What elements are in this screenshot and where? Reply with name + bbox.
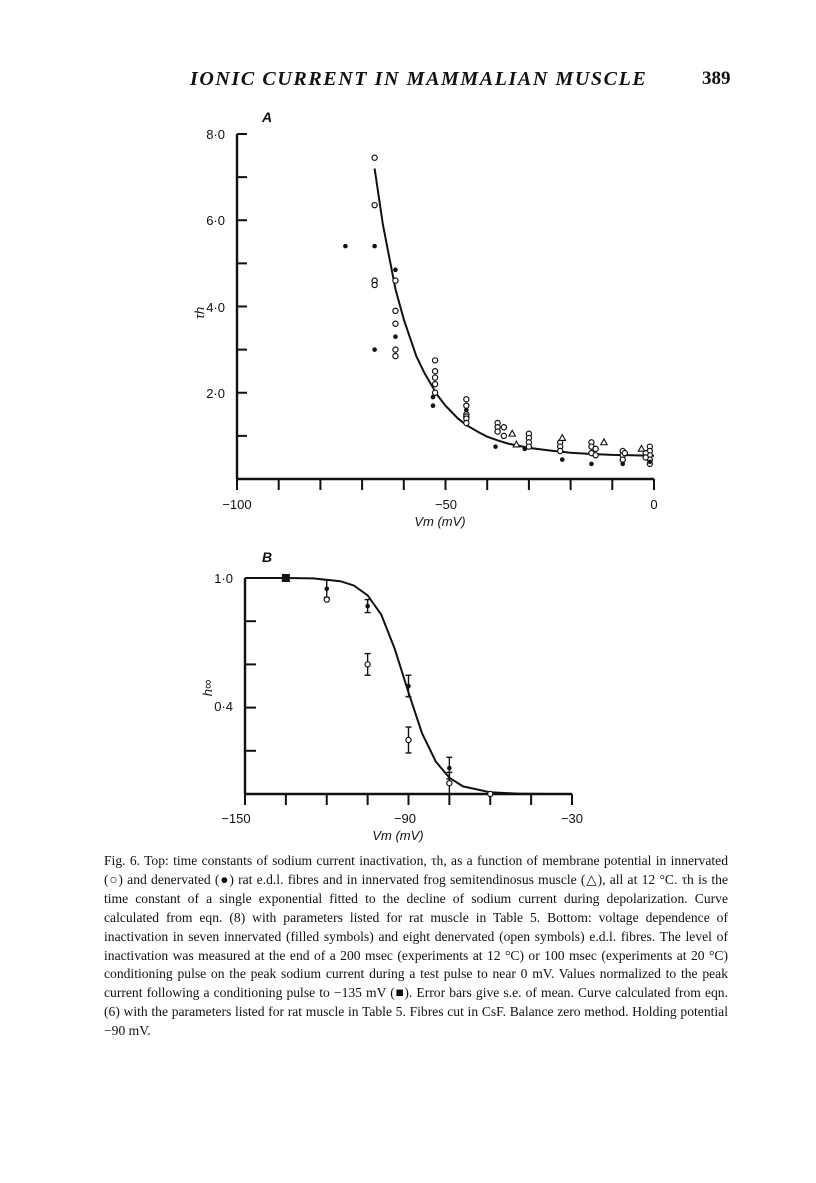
panel-b-xtick-m30: −30 <box>560 811 584 826</box>
panel-a-point-open-circle <box>432 369 437 374</box>
panel-b-point-open-circle <box>406 737 411 742</box>
panel-b-ytick-04: 0·4 <box>214 699 233 714</box>
panel-b-point-filled-circle <box>324 587 329 592</box>
panel-a-point-open-circle <box>620 457 625 462</box>
panel-b-point-open-circle <box>324 597 329 602</box>
panel-a-point-open-circle <box>495 429 500 434</box>
panel-a-point-open-circle <box>393 353 398 358</box>
panel-a-point-open-circle <box>393 321 398 326</box>
panel-b-label: B <box>262 549 273 565</box>
panel-a-point-open-circle <box>393 278 398 283</box>
panel-b-point-open-circle <box>365 662 370 667</box>
panel-a-point-filled-circle <box>372 347 377 352</box>
panel-a-point-open-triangle <box>638 445 644 451</box>
panel-b-fit-curve <box>245 578 545 794</box>
panel-a-point-filled-circle <box>620 462 625 467</box>
panel-b-ylabel: h∞ <box>200 679 215 697</box>
panel-a-point-open-circle <box>464 397 469 402</box>
panel-a-point-open-circle <box>393 308 398 313</box>
panel-a-point-open-circle <box>432 382 437 387</box>
panel-a-point-open-circle <box>372 203 377 208</box>
panel-b-point-filled-square <box>282 574 290 582</box>
panel-a-point-open-circle <box>526 444 531 449</box>
panel-a-point-open-circle <box>464 420 469 425</box>
panel-b-point-filled-circle <box>406 684 411 689</box>
panel-a-xtick-0: 0 <box>650 497 658 512</box>
panel-a-point-open-circle <box>432 390 437 395</box>
panel-a-point-open-circle <box>464 403 469 408</box>
panel-a-point-open-circle <box>593 446 598 451</box>
panel-a-point-open-circle <box>643 455 648 460</box>
panel-a-point-open-triangle <box>559 435 565 441</box>
panel-a-point-filled-circle <box>431 395 436 400</box>
panel-a-point-filled-circle <box>343 244 348 249</box>
panel-a-point-filled-circle <box>464 408 469 413</box>
panel-a-point-open-circle <box>593 453 598 458</box>
panel-b-xtick-m150: −150 <box>221 811 251 826</box>
running-head: IONIC CURRENT IN MAMMALIAN MUSCLE <box>190 68 648 90</box>
panel-a-point-open-circle <box>393 347 398 352</box>
panel-a-ytick-8: 8·0 <box>206 127 225 142</box>
panel-a-point-open-triangle <box>601 439 607 445</box>
caption-text: Fig. 6. Top: time constants of sodium current inactivation, τh, as a function of membrane potential in innervated (○) and denervated (●) rat e.d.l. fibres and in innervated frog semitendinosus muscle (△), all at 12 °C. τh is the time constant of a single exponential fitted to the decline of sodium current during depolarization. Curve calculated from eqn. (8) with parameters listed for rat muscle in Table 5. Bottom: voltage dependence of inactivation in seven innervated (filled symbols) and eight denervated (open symbols) e.d.l. fibres. The level of inactivation was measured at the end of a 200 msec (experiments at 12 °C) or 100 msec (experiments at 20 °C) conditioning pulse on the peak sodium current during a test pulse to near 0 mV. Values normalized to the peak current following a conditioning pulse to −135 mV (■). Error bars give s.e. of mean. Curve calculated from eqn. (6) with the parameters listed for rat muscle in Table 5. Fibres cut in CsF. Balance zero method. Holding potential −90 mV. <box>104 853 728 1039</box>
panel-b-point-filled-circle <box>447 766 452 771</box>
panel-a-point-filled-circle <box>393 268 398 273</box>
panel-a-point-filled-circle <box>372 244 377 249</box>
panel-a-ytick-6: 6·0 <box>206 213 225 228</box>
panel-a-point-open-circle <box>558 448 563 453</box>
panel-a-point-open-circle <box>432 358 437 363</box>
panel-a-point-filled-circle <box>648 459 653 464</box>
panel-a-label: A <box>262 109 273 125</box>
panel-a-ticks <box>237 134 654 490</box>
panel-a-point-open-circle <box>622 451 627 456</box>
panel-b-xlabel: Vm (mV) <box>372 828 424 843</box>
panel-b-point-open-circle <box>488 791 493 796</box>
panel-a-point-filled-circle <box>560 457 565 462</box>
panel-b-points <box>282 574 493 797</box>
panel-a-xlabel: Vm (mV) <box>414 514 466 529</box>
panel-a-point-filled-circle <box>589 462 594 467</box>
panel-b-chart <box>200 549 583 843</box>
panel-a-point-filled-circle <box>393 334 398 339</box>
panel-a-point-filled-circle <box>493 444 498 449</box>
panel-a-point-open-circle <box>372 282 377 287</box>
panel-a-fit-curve <box>375 169 654 456</box>
panel-b-point-filled-circle <box>365 604 370 609</box>
panel-a-point-open-circle <box>501 425 506 430</box>
panel-a-ylabel: τh <box>192 306 207 320</box>
panel-a-point-open-circle <box>501 433 506 438</box>
panel-a-point-open-circle <box>432 375 437 380</box>
panel-b-point-open-circle <box>447 781 452 786</box>
panel-a-ytick-2: 2·0 <box>206 386 225 401</box>
figure-caption <box>104 852 728 1041</box>
panel-a-points <box>343 155 652 466</box>
panel-a-chart <box>192 109 658 529</box>
panel-a-point-open-triangle <box>509 430 515 436</box>
panel-b-xtick-m90: −90 <box>393 811 417 826</box>
page-number: 389 <box>702 68 731 89</box>
panel-b-ytick-10: 1·0 <box>214 571 233 586</box>
panel-a-point-filled-circle <box>522 447 527 452</box>
panel-a-point-open-circle <box>372 155 377 160</box>
panel-a-xtick-m100: −100 <box>222 497 252 512</box>
panel-a-xtick-m50: −50 <box>434 497 458 512</box>
panel-a-ytick-4: 4·0 <box>206 300 225 315</box>
panel-a-point-filled-circle <box>431 403 436 408</box>
